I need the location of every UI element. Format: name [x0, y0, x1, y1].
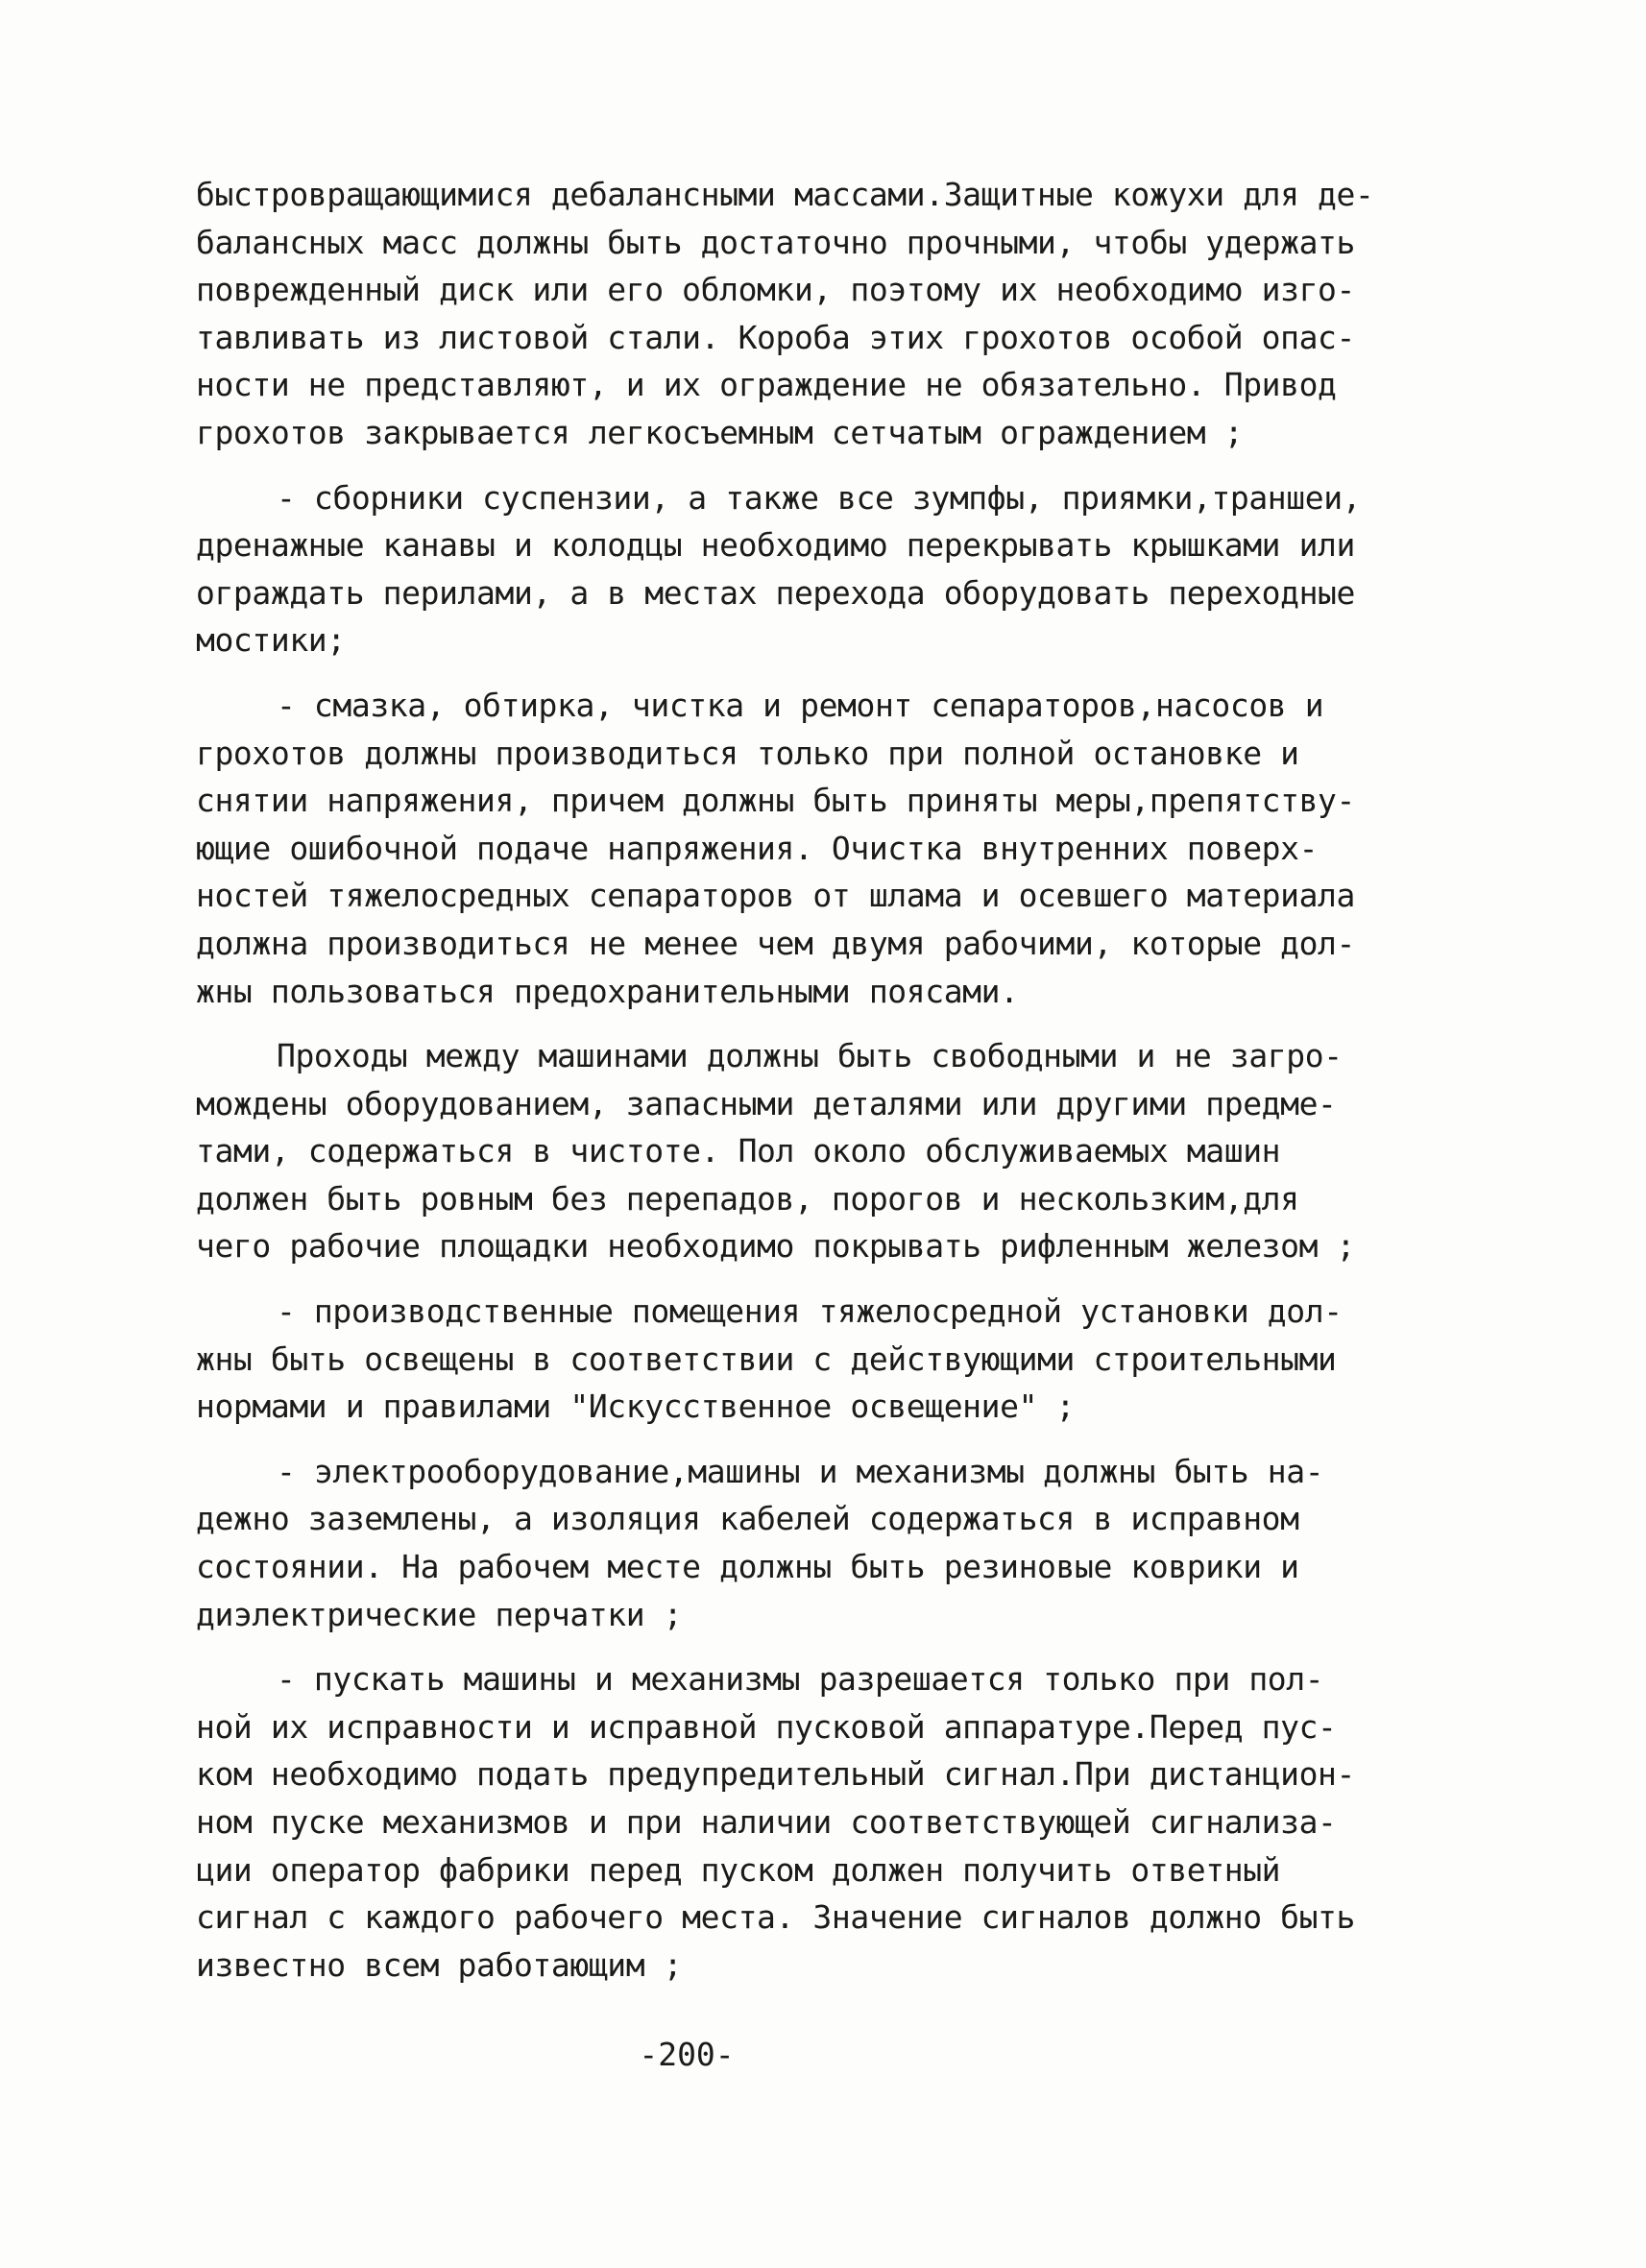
text-line: жны быть освещены в соответствии с действующими строительными	[196, 1339, 1337, 1378]
text-line: жны пользоваться предохранительными поясами.	[196, 972, 1019, 1010]
text-line: грохотов должны производиться только при полной остановке и	[196, 734, 1299, 772]
page-number: -200-	[639, 2036, 735, 2073]
text-line: ной их исправности и исправной пусковой аппаратуре.Перед пус-	[196, 1707, 1337, 1746]
text-line: - пускать машины и механизмы разрешается только при пол-	[277, 1660, 1324, 1699]
paragraph-gap	[196, 1015, 1454, 1032]
paragraph-lubrication-repair	[196, 682, 1454, 1015]
text-line: - сборники суспензии, а также все зумпфы, приямки,траншеи,	[277, 478, 1362, 517]
text-line: должна производиться не менее чем двумя рабочими, которые дол-	[196, 924, 1355, 962]
paragraph-gap	[196, 457, 1454, 474]
text-line: - электрооборудование,машины и механизмы должны быть на-	[277, 1452, 1324, 1490]
paragraph-suspension-collectors	[196, 474, 1454, 664]
text-line: тами, содержаться в чистоте. Пол около обслуживаемых машин	[196, 1132, 1281, 1170]
paragraph-gap	[196, 1270, 1454, 1288]
text-line: дренажные канавы и колодцы необходимо перекрывать крышками или	[196, 526, 1355, 565]
text-line: Проходы между машинами должны быть свободными и не загро-	[277, 1037, 1343, 1075]
text-line: состоянии. На рабочем месте должны быть резиновые коврики и	[196, 1548, 1299, 1586]
text-line: чего рабочие площадки необходимо покрывать рифленным железом ;	[196, 1227, 1355, 1266]
paragraph-screens-guarding	[196, 171, 1454, 457]
body-text	[196, 171, 1454, 1989]
text-line: мождены оборудованием, запасными деталями или другими предме-	[196, 1084, 1337, 1122]
text-line: - производственные помещения тяжелосредной установки дол-	[277, 1292, 1343, 1331]
text-line: ном пуске механизмов и при наличии соответствующей сигнализа-	[196, 1803, 1337, 1841]
paragraph-startup	[196, 1655, 1454, 1989]
text-line: должен быть ровным без перепадов, порогов и нескользким,для	[196, 1179, 1299, 1218]
text-line: ющие ошибочной подаче напряжения. Очистка внутренних поверх-	[196, 829, 1319, 867]
text-line: мостики;	[196, 621, 346, 660]
text-line: тавливать из листовой стали. Короба этих грохотов особой опас-	[196, 318, 1355, 356]
text-line: известно всем работающим ;	[196, 1945, 683, 1984]
text-line: снятии напряжения, причем должны быть приняты меры,препятству-	[196, 782, 1355, 820]
paragraph-gap	[196, 664, 1454, 682]
paragraph-lighting	[196, 1288, 1454, 1431]
text-line: ности не представляют, и их ограждение не обязательно. Привод	[196, 366, 1337, 404]
paragraph-gap	[196, 1431, 1454, 1448]
text-line: - смазка, обтирка, чистка и ремонт сепараторов,насосов и	[277, 686, 1324, 724]
text-line: быстровращающимися дебалансными массами.Защитные кожухи для де-	[196, 176, 1374, 213]
text-line: поврежденный диск или его обломки, поэтому их необходимо изго-	[196, 271, 1355, 309]
text-line: ком необходимо подать предупредительный сигнал.При дистанцион-	[196, 1755, 1355, 1794]
text-line: дежно заземлены, а изоляция кабелей содержаться в исправном	[196, 1500, 1299, 1538]
text-line: нормами и правилами "Искусственное освещение" ;	[196, 1387, 1075, 1426]
paragraph-electrical	[196, 1448, 1454, 1638]
text-line: грохотов закрывается легкосъемным сетчатым ограждением ;	[196, 413, 1244, 451]
paragraph-gap	[196, 1638, 1454, 1655]
text-line: ностей тяжелосредных сепараторов от шлама и осевшего материала	[196, 877, 1355, 915]
text-line: диэлектрические перчатки ;	[196, 1595, 683, 1633]
paragraph-passages	[196, 1032, 1454, 1270]
text-line: сигнал с каждого рабочего места. Значение сигналов должно быть	[196, 1898, 1355, 1937]
text-line: ограждать перилами, а в местах перехода оборудовать переходные	[196, 573, 1355, 612]
text-line: ции оператор фабрики перед пуском должен получить ответный	[196, 1850, 1281, 1889]
text-line: балансных масс должны быть достаточно прочными, чтобы удержать	[196, 223, 1355, 261]
